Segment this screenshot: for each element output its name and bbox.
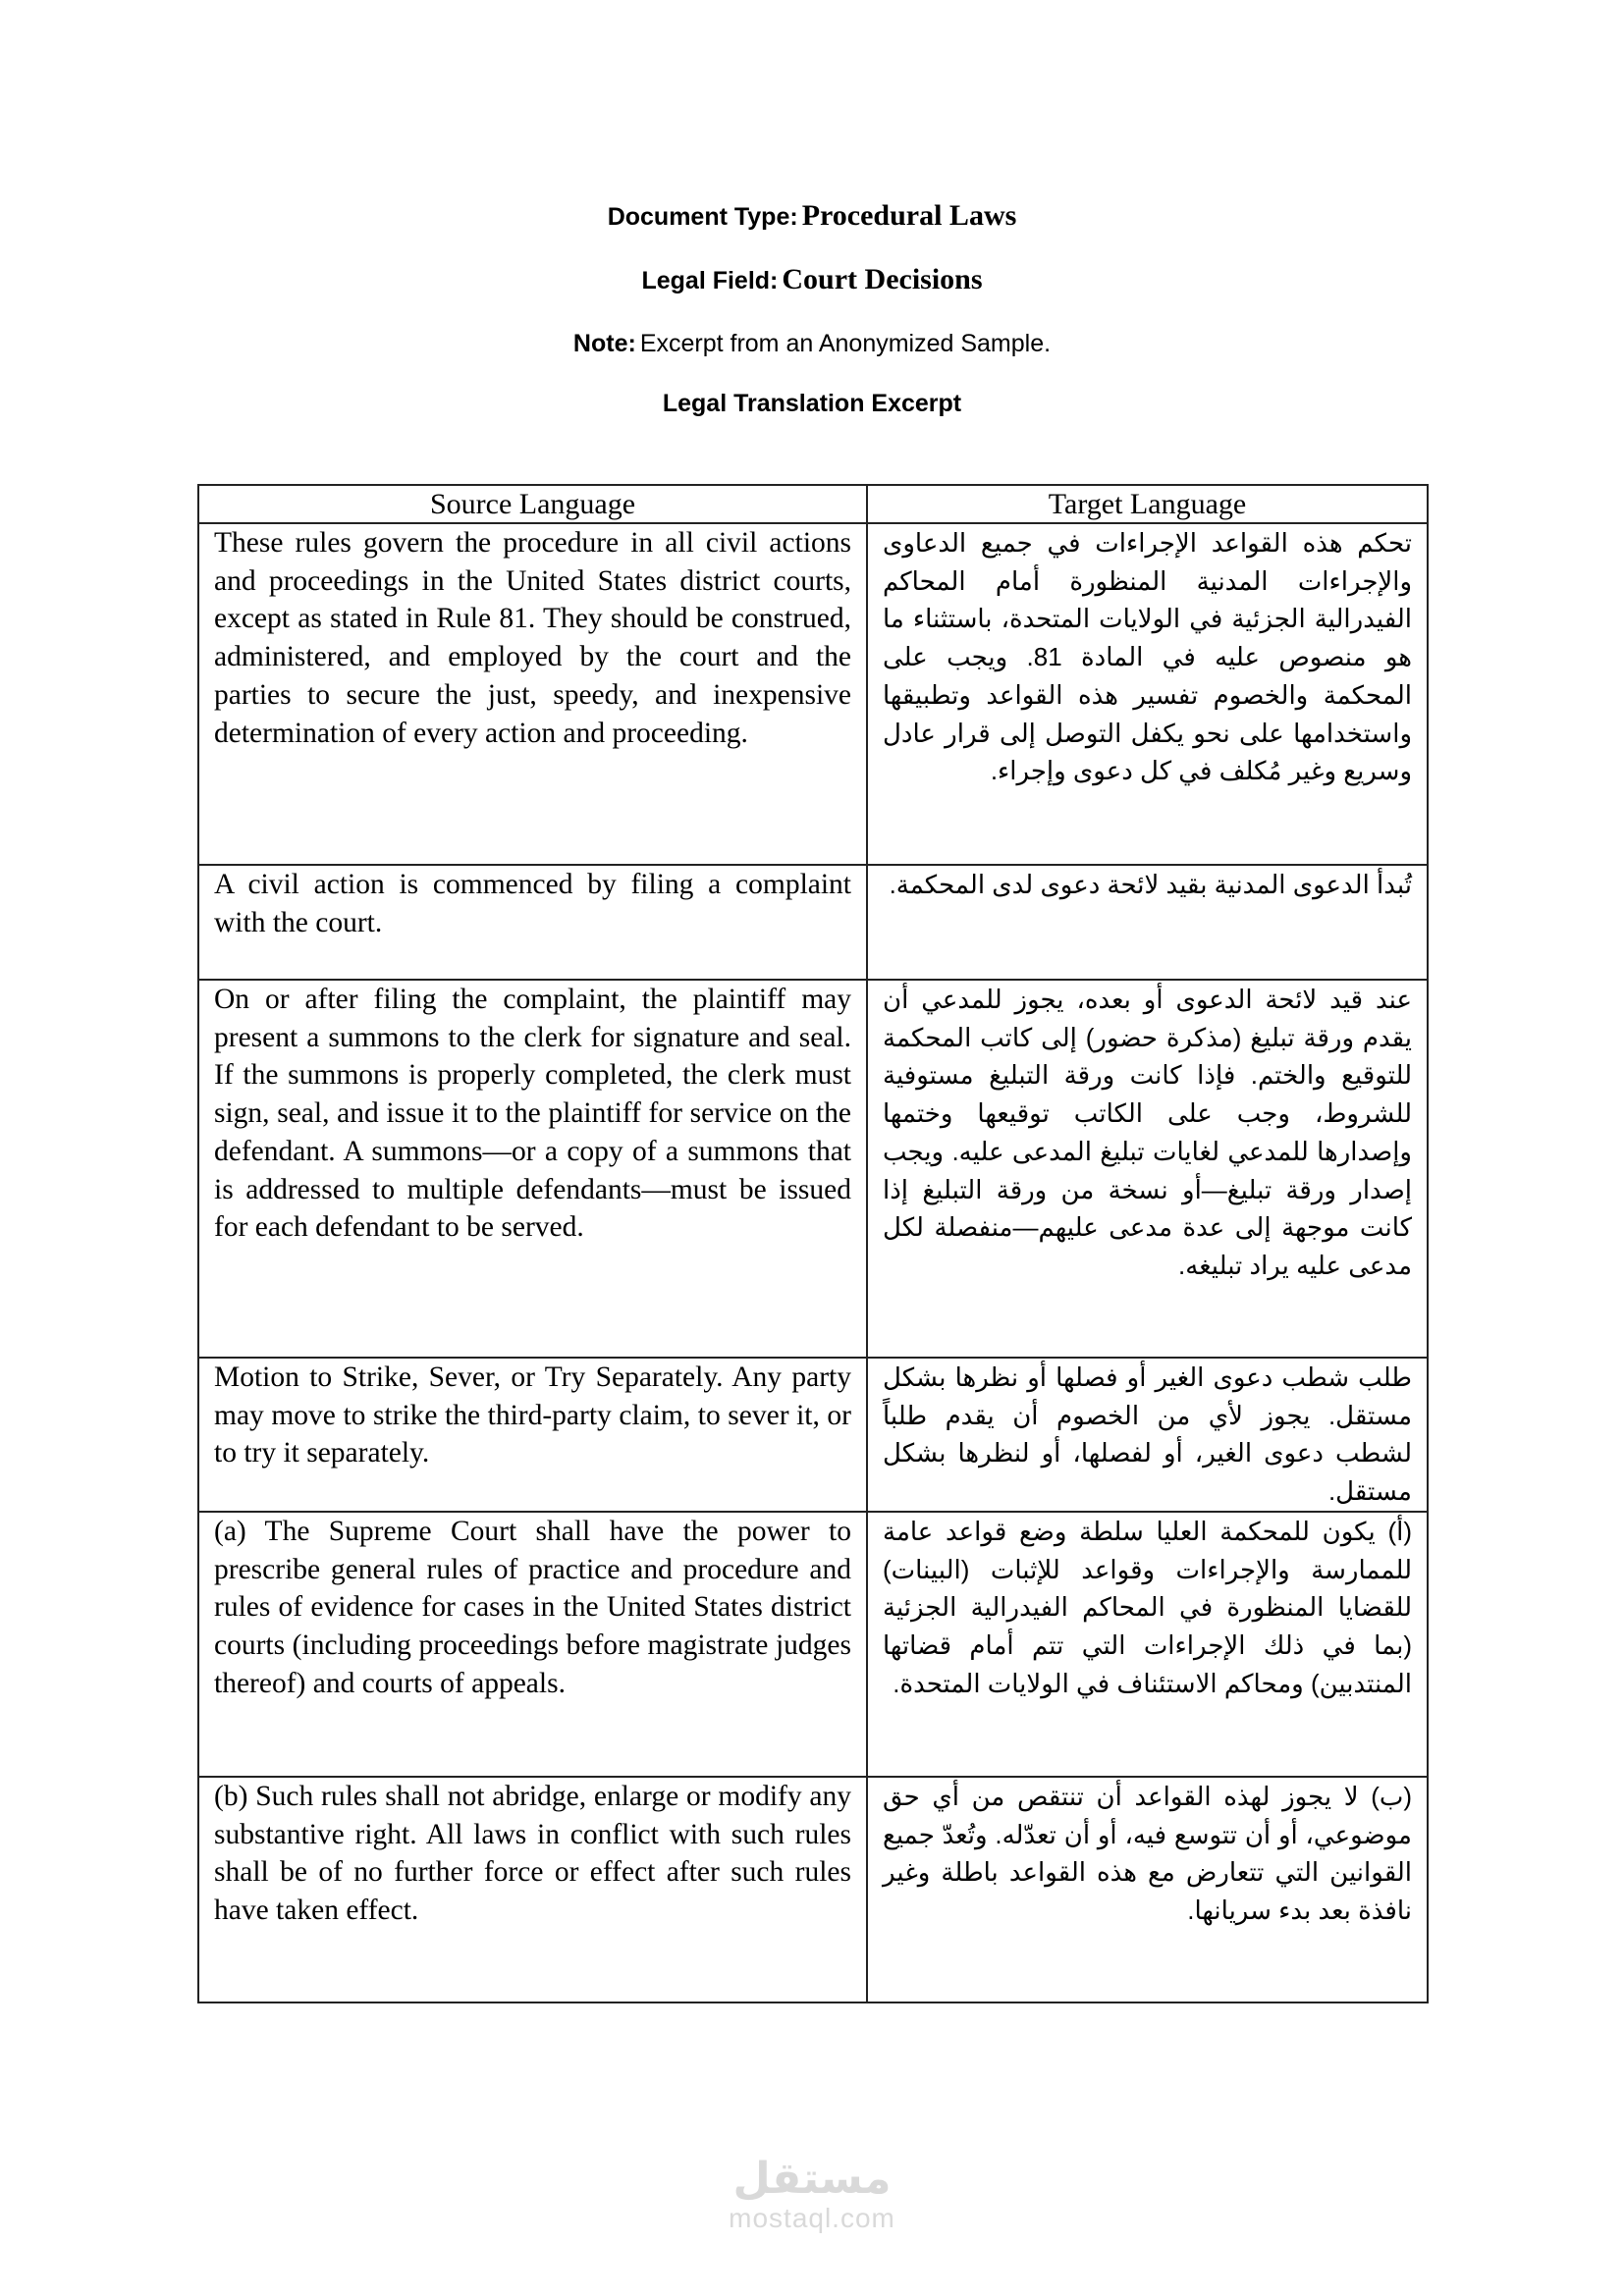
table-row	[198, 523, 1428, 865]
column-header-target: Target Language	[867, 485, 1428, 523]
watermark-logo-arabic: مستقل	[732, 2154, 892, 2204]
excerpt-title-line	[0, 390, 1624, 418]
note-line	[0, 330, 1624, 358]
target-cell: تُبدأ الدعوى المدنية بقيد لائحة دعوى لدى المحكمة.	[867, 865, 1428, 980]
document-type-value: Procedural Laws	[801, 199, 1017, 232]
table-row	[198, 865, 1428, 980]
target-cell: (أ) يكون للمحكمة العليا سلطة وضع قواعد عامة للممارسة والإجراءات وقواعد للإثبات (البينات) للقضايا المنظورة في المحاكم الفيدرالية الجزئية (بما في ذلك الإجراءات التي تتم أمام قضاتها المنتدبين) ومحاكم الاستئناف في الولايات المتحدة.	[867, 1512, 1428, 1777]
note-label: Note:	[572, 330, 636, 357]
translation-table	[197, 484, 1429, 2003]
table-row	[198, 1358, 1428, 1512]
source-cell: On or after filing the complaint, the plaintiff may present a summons to the clerk for signature and seal. If the summons is properly completed, the clerk must sign, seal, and issue it to the plaintiff for service on the defendant. A summons—or a copy of a summons that is addressed to multiple defendants—must be issued for each defendant to be served.	[198, 980, 867, 1358]
table-row	[198, 1777, 1428, 2002]
source-cell: (b) Such rules shall not abridge, enlarge or modify any substantive right. All laws in conflict with such rules shall be of no further force or effect after such rules have taken effect.	[198, 1777, 867, 2002]
table-row	[198, 980, 1428, 1358]
column-header-source: Source Language	[198, 485, 867, 523]
target-cell: عند قيد لائحة الدعوى أو بعده، يجوز للمدعي أن يقدم ورقة تبليغ (مذكرة حضور) إلى كاتب المحكمة للتوقيع والختم. فإذا كانت ورقة التبليغ مستوفية للشروط، وجب على الكاتب توقيعها وختمها وإصدارها للمدعي لغايات تبليغ المدعى عليه. ويجب إصدار ورقة تبليغ—أو نسخة من ورقة التبليغ إذا كانت موجهة إلى عدة مدعى عليهم—منفصلة لكل مدعى عليه يراد تبليغه.	[867, 980, 1428, 1358]
target-cell: طلب شطب دعوى الغير أو فصلها أو نظرها بشكل مستقل. يجوز لأي من الخصوم أن يقدم طلباً لشطب دعوى الغير، أو لفصلها، أو لنظرها بشكل مستقل.	[867, 1358, 1428, 1512]
table-row	[198, 1512, 1428, 1777]
document-type-label: Document Type:	[607, 203, 798, 231]
source-cell: Motion to Strike, Sever, or Try Separately. Any party may move to strike the third-party claim, to sever it, or to try it separately.	[198, 1358, 867, 1512]
legal-field-line	[0, 263, 1624, 296]
source-cell: A civil action is commenced by filing a complaint with the court.	[198, 865, 867, 980]
legal-field-value: Court Decisions	[782, 263, 983, 295]
legal-field-label: Legal Field:	[641, 267, 779, 294]
document-type-line	[0, 199, 1624, 233]
target-cell: (ب) لا يجوز لهذه القواعد أن تنتقص من أي حق موضوعي، أو أن تتوسع فيه، أو أن تعدّله. وتُعدّ جميع القوانين التي تتعارض مع هذه القواعد باطلة وغير نافذة بعد بدء سريانها.	[867, 1777, 1428, 2002]
note-value: Excerpt from an Anonymized Sample.	[639, 330, 1052, 357]
table-header-row	[198, 485, 1428, 523]
translation-table-container	[197, 484, 1427, 2003]
watermark-logo-latin: mostaql.com	[729, 2203, 895, 2233]
excerpt-title: Legal Translation Excerpt	[662, 390, 962, 417]
mostaql-watermark	[714, 2155, 910, 2233]
source-cell: These rules govern the procedure in all civil actions and proceedings in the United States district courts, except as stated in Rule 81. They should be construed, administered, and employed by the court and the parties to secure the just, speedy, and inexpensive determination of every action and proceeding.	[198, 523, 867, 865]
target-cell: تحكم هذه القواعد الإجراءات في جميع الدعاوى والإجراءات المدنية المنظورة أمام المحاكم الفيدرالية الجزئية في الولايات المتحدة، باستثناء ما هو منصوص عليه في المادة 81. ويجب على المحكمة والخصوم تفسير هذه القواعد وتطبيقها واستخدامها على نحو يكفل التوصل إلى قرار عادل وسريع وغير مُكلف في كل دعوى وإجراء.	[867, 523, 1428, 865]
source-cell: (a) The Supreme Court shall have the power to prescribe general rules of practice and procedure and rules of evidence for cases in the United States district courts (including proceedings before magistrate judges thereof) and courts of appeals.	[198, 1512, 867, 1777]
